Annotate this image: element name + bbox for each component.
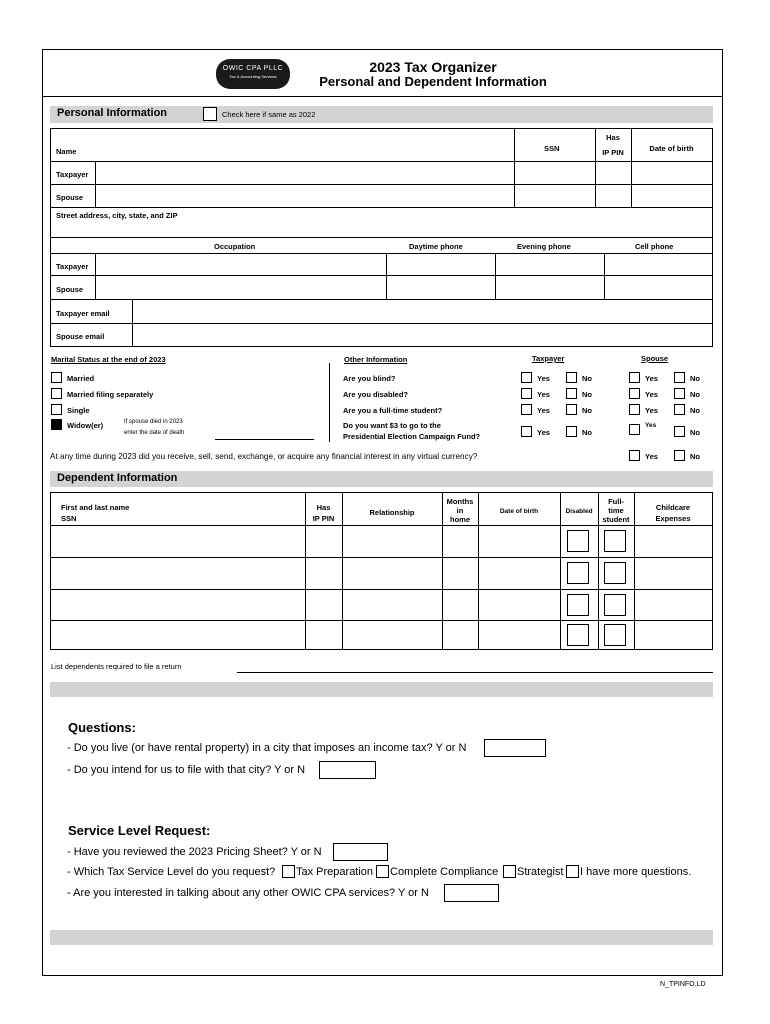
married-separately-checkbox[interactable] [51,388,62,399]
virtual-currency-yes-label: Yes [645,452,658,461]
yes-label: Yes [645,390,658,399]
city-file-answer-box[interactable] [319,761,376,779]
yes-label: Yes [645,374,658,383]
questions-title: Questions: [68,720,136,735]
other-services-question: - Are you interested in talking about any other OWIC CPA services? Y or N [67,887,429,899]
married-separately-label: Married filing separately [67,390,154,399]
yes-label: Yes [645,406,658,415]
virtual-currency-no-label: No [690,452,700,461]
spouse-no-checkbox[interactable] [674,372,685,383]
yes-label: Yes [537,428,550,437]
spouse-yes-checkbox[interactable] [629,388,640,399]
no-label: No [582,390,592,399]
dep-ft-header-1: Full- [608,497,624,506]
widower-label: Widow(er) [67,421,104,430]
spouse-occupation-label: Spouse [56,285,84,294]
same-as-2022-label: Check here if same as 2022 [222,110,316,119]
dependents-file-return-line[interactable] [237,672,713,673]
dependent-section-title: Dependent Information [57,472,178,484]
name-header: Name [56,147,77,156]
yes-label: Yes [537,390,550,399]
dep4-disabled-checkbox[interactable] [567,624,589,646]
tax-preparation-label: Tax Preparation [296,866,374,878]
dep4-student-checkbox[interactable] [604,624,626,646]
no-label: No [582,374,592,383]
personal-section-title: Personal Information [57,107,168,119]
yes-label: Yes [537,406,550,415]
dep-name-header: First and last name [61,503,130,512]
spouse-no-checkbox[interactable] [674,388,685,399]
widow-note-1: If spouse died in 2023 [124,419,183,425]
taxpayer-email-label: Taxpayer email [56,309,110,318]
occupation-header: Occupation [214,242,256,251]
dob-header: Date of birth [649,144,694,153]
dep-months-header-3: home [449,515,470,524]
married-label: Married [67,374,95,383]
dep3-student-checkbox[interactable] [604,594,626,616]
taxpayer-email-field[interactable] [133,300,711,322]
virtual-currency-question: At any time during 2023 did you receive, sell, send, exchange, or acquire any financial interest in any virtual currency? [50,452,478,461]
campaign-question-1: Do you want $3 to go to the [343,421,441,430]
personal-section-bar [50,106,713,123]
dep1-disabled-checkbox[interactable] [567,530,589,552]
no-label: No [582,406,592,415]
daytime-phone-header: Daytime phone [409,242,463,251]
dep-months-header-2: in [456,506,464,515]
dep-ft-header-2: time [608,506,624,515]
spouse-email-field[interactable] [133,324,711,345]
tax-preparation-checkbox[interactable] [282,865,295,878]
dep-dob-header: Date of birth [499,508,539,515]
taxpayer-name-field[interactable] [96,162,513,184]
taxpayer-row-label: Taxpayer [56,170,89,179]
taxpayer-occupation-label: Taxpayer [56,262,89,271]
single-checkbox[interactable] [51,404,62,415]
yes-label: Yes [537,374,550,383]
taxpayer-yes-checkbox[interactable] [521,426,532,437]
dep-months-header-1: Months [446,497,474,506]
widower-checkbox[interactable] [51,419,62,430]
complete-compliance-label: Complete Compliance [390,866,499,878]
dependents-file-return-label: List dependents required to file a return [51,662,182,671]
other-services-answer-box[interactable] [444,884,499,902]
city-tax-answer-box[interactable] [484,739,546,757]
no-label: No [690,390,700,399]
dep-ssn-header: SSN [61,514,77,523]
taxpayer-yes-checkbox[interactable] [521,404,532,415]
yes-label: Yes [645,422,657,429]
taxpayer-no-checkbox[interactable] [566,388,577,399]
taxpayer-no-checkbox[interactable] [566,426,577,437]
spouse-no-checkbox[interactable] [674,426,685,437]
personal-info-table [50,128,713,347]
logo-text: OWIC CPA PLLC [222,65,284,72]
no-label: No [690,406,700,415]
dep-ippin-header: IP PIN [312,514,335,523]
blind-question: Are you blind? [343,374,396,383]
dep-ft-header-3: student [602,515,630,524]
taxpayer-col-header: Taxpayer [532,354,565,363]
strategist-label: Strategist [517,866,564,878]
organizer-page [42,49,723,976]
more-questions-label: I have more questions. [580,866,692,878]
cell-phone-header: Cell phone [635,242,674,251]
dependent-section-bar [50,471,713,487]
taxpayer-no-checkbox[interactable] [566,372,577,383]
spouse-email-label: Spouse email [56,332,105,341]
logo-subtext: Tax & Accounting Services [229,74,277,79]
complete-compliance-checkbox[interactable] [376,865,389,878]
campaign-question-2: Presidential Election Campaign Fund? [343,432,481,441]
widow-note-2: enter the date of death [124,430,185,436]
taxpayer-no-checkbox[interactable] [566,404,577,415]
single-label: Single [67,406,90,415]
taxpayer-yes-checkbox[interactable] [521,388,532,399]
taxpayer-yes-checkbox[interactable] [521,372,532,383]
city-tax-question: - Do you live (or have rental property) in a city that imposes an income tax? Y or N [67,742,467,754]
spouse-col-header: Spouse [641,354,669,363]
ippin-header: IP PIN [602,148,624,157]
spouse-name-field[interactable] [96,185,513,207]
has-header: Has [606,133,620,142]
pricing-sheet-answer-box[interactable] [333,843,388,861]
dep3-disabled-checkbox[interactable] [567,594,589,616]
dep2-disabled-checkbox[interactable] [567,562,589,584]
spouse-yes-checkbox[interactable] [629,424,640,435]
spouse-yes-checkbox[interactable] [629,404,640,415]
evening-phone-header: Evening phone [517,242,571,251]
gray-separator-1 [50,682,713,697]
married-checkbox[interactable] [51,372,62,383]
footer-code: N_TPINFO.LD [660,981,706,988]
city-file-question: - Do you intend for us to file with that city? Y or N [67,764,306,776]
dep-disabled-header: Disabled [565,508,593,515]
strategist-checkbox[interactable] [503,865,516,878]
gray-separator-2 [50,930,713,945]
spouse-yes-checkbox[interactable] [629,372,640,383]
spouse-no-checkbox[interactable] [674,404,685,415]
street-address-field[interactable] [52,222,711,236]
dep1-student-checkbox[interactable] [604,530,626,552]
other-info-title: Other Information [344,355,408,364]
page-title: 2023 Tax Organizer [369,59,497,75]
virtual-currency-no-checkbox[interactable] [674,450,685,461]
dep-childcare-header-1: Childcare [655,503,691,512]
spouse-row-label: Spouse [56,193,84,202]
pricing-sheet-question: - Have you reviewed the 2023 Pricing Sheet? Y or N [67,846,322,858]
dependent-table [50,492,713,650]
no-label: No [690,374,700,383]
virtual-currency-yes-checkbox[interactable] [629,450,640,461]
date-of-death-line[interactable] [215,439,314,440]
disabled-question: Are you disabled? [343,390,409,399]
ssn-header: SSN [544,144,560,153]
dep-has-header: Has [316,503,331,512]
no-label: No [582,428,592,437]
dep-childcare-header-2: Expenses [655,514,691,523]
page-subtitle: Personal and Dependent Information [319,74,547,89]
service-level-question: - Which Tax Service Level do you request? [67,866,276,878]
firm-logo [216,59,290,89]
marital-status-title: Marital Status at the end of 2023 [51,355,166,364]
more-questions-checkbox[interactable] [566,865,579,878]
street-address-label: Street address, city, state, and ZIP [56,211,178,220]
same-as-2022-checkbox[interactable] [203,107,217,121]
no-label: No [690,428,700,437]
dep2-student-checkbox[interactable] [604,562,626,584]
service-level-title: Service Level Request: [68,823,211,838]
dep-relationship-header: Relationship [369,508,415,517]
student-question: Are you a full-time student? [343,406,443,415]
